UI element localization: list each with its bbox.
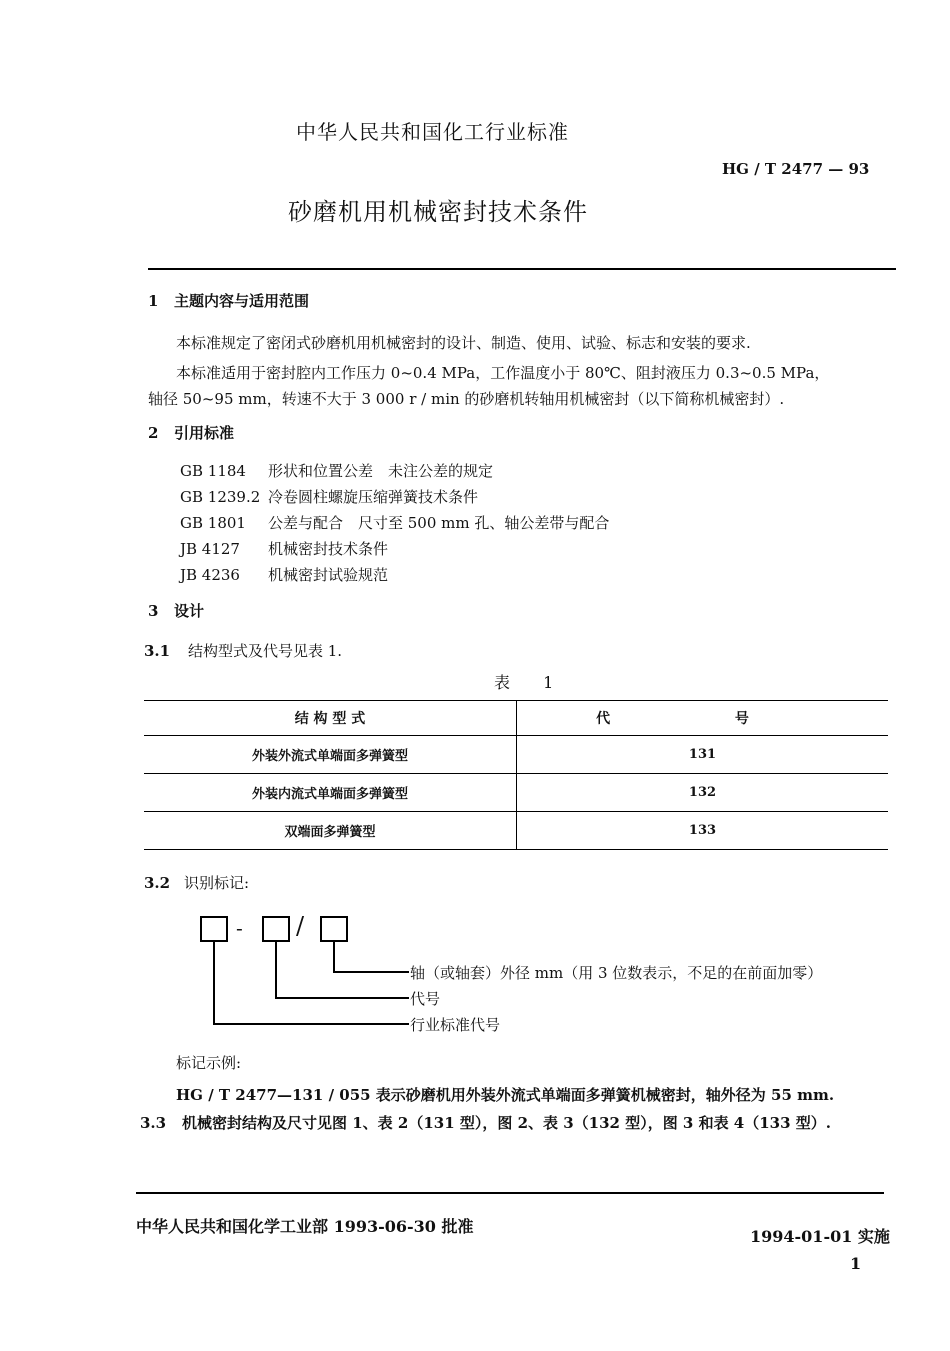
reference-title: 冷卷圆柱螺旋压缩弹簧技术条件 [268,488,479,506]
marking-dash: - [236,916,243,940]
table-cell: 131 [517,736,889,774]
table-1-caption: 表 1 [494,673,568,692]
page-number: 1 [850,1254,862,1273]
type-code-box [262,916,290,942]
reference-item [180,486,478,507]
reference-title: 形状和位置公差 未注公差的规定 [268,462,494,480]
section-2-heading [148,422,234,443]
shaft-diameter-box [320,916,348,942]
reference-item [180,512,609,533]
industry-code-box [200,916,228,942]
reference-code: JB 4236 [180,566,240,584]
clause-number: 3.1 [144,642,171,660]
section-3-heading [148,600,204,621]
reference-item [180,564,388,585]
reference-title: 公差与配合 尺寸至 500 mm 孔、轴公差带与配合 [268,514,610,532]
reference-code: GB 1239.2 [180,488,261,506]
table-row [144,774,888,812]
section-number: 2 [148,424,159,442]
leader-line-shaft-vertical [333,942,335,972]
issued-by: 中华人民共和国化学工业部 1993-06-30 批准 [136,1217,474,1236]
standard-code: HG / T 2477 — 93 [722,160,870,178]
leader-line-industry-horizontal [213,1023,409,1025]
marking-slash: / [296,912,305,940]
page-title: 砂磨机用机械密封技术条件 [288,198,588,226]
reference-item [180,538,388,559]
section-title: 引用标准 [174,424,235,442]
clause-3-1 [144,640,342,661]
section-1-heading [148,290,309,311]
table-header-cell: 结 构 型 式 [144,701,517,736]
clause-number: 3.3 [140,1114,167,1132]
reference-code: GB 1184 [180,462,246,480]
reference-title: 机械密封试验规范 [268,566,389,584]
table-header-row [144,701,888,736]
leader-line-code-vertical [275,942,277,998]
clause-text: 机械密封结构及尺寸见图 1、表 2（131 型），图 2、表 3（132 型），图 3 和表 4（133 型）. [182,1114,832,1132]
table-cell: 133 [517,812,889,850]
clause-3-2 [144,872,249,893]
label-shaft-diameter: 轴（或轴套）外径 mm（用 3 位数表示，不足的在前面加零） [410,964,823,982]
leader-line-industry-vertical [213,942,215,1024]
section-1-para-1: 本标准规定了密闭式砂磨机用机械密封的设计、制造、使用、试验、标志和安装的要求. [176,334,751,352]
reference-title: 机械密封技术条件 [268,540,389,558]
clause-3-3 [140,1112,831,1133]
section-title: 设计 [174,602,205,620]
effective-date: 1994-01-01 实施 [750,1227,890,1246]
table-row [144,812,888,850]
reference-code: JB 4127 [180,540,240,558]
table-1 [144,700,888,850]
table-row [144,736,888,774]
section-title: 主题内容与适用范围 [174,292,310,310]
table-header-cell: 代 号 [517,701,889,736]
reference-code: GB 1801 [180,514,246,532]
table-cell: 132 [517,774,889,812]
clause-text: 识别标记: [184,874,250,892]
label-type-code: 代号 [410,990,441,1008]
example-heading: 标记示例: [176,1054,242,1072]
section-1-para-2-line-2: 轴径 50~95 mm，转速不大于 3 000 r / min 的砂磨机转轴用机械密封（以下简称机械密封）. [148,390,785,408]
table-cell: 双端面多弹簧型 [144,812,517,850]
clause-number: 3.2 [144,874,171,892]
clause-text: 结构型式及代号见表 1. [188,642,343,660]
section-1-para-2-line-1: 本标准适用于密封腔内工作压力 0~0.4 MPa，工作温度小于 80℃、阻封液压力 0.3~0.5 MPa， [176,364,830,382]
section-number: 3 [148,602,159,620]
section-number: 1 [148,292,159,310]
table-cell: 外装外流式单端面多弹簧型 [144,736,517,774]
footer-divider [136,1192,884,1194]
leader-line-code-horizontal [275,997,409,999]
example-text: HG / T 2477—131 / 055 表示砂磨机用外装外流式单端面多弹簧机械密封，轴外径为 55 mm. [176,1086,835,1104]
table-cell: 外装内流式单端面多弹簧型 [144,774,517,812]
standard-body-header: 中华人民共和国化工行业标准 [296,120,569,144]
top-divider [148,268,896,270]
label-industry-code: 行业标准代号 [410,1016,501,1034]
leader-line-shaft-horizontal [333,971,409,973]
reference-item [180,460,493,481]
